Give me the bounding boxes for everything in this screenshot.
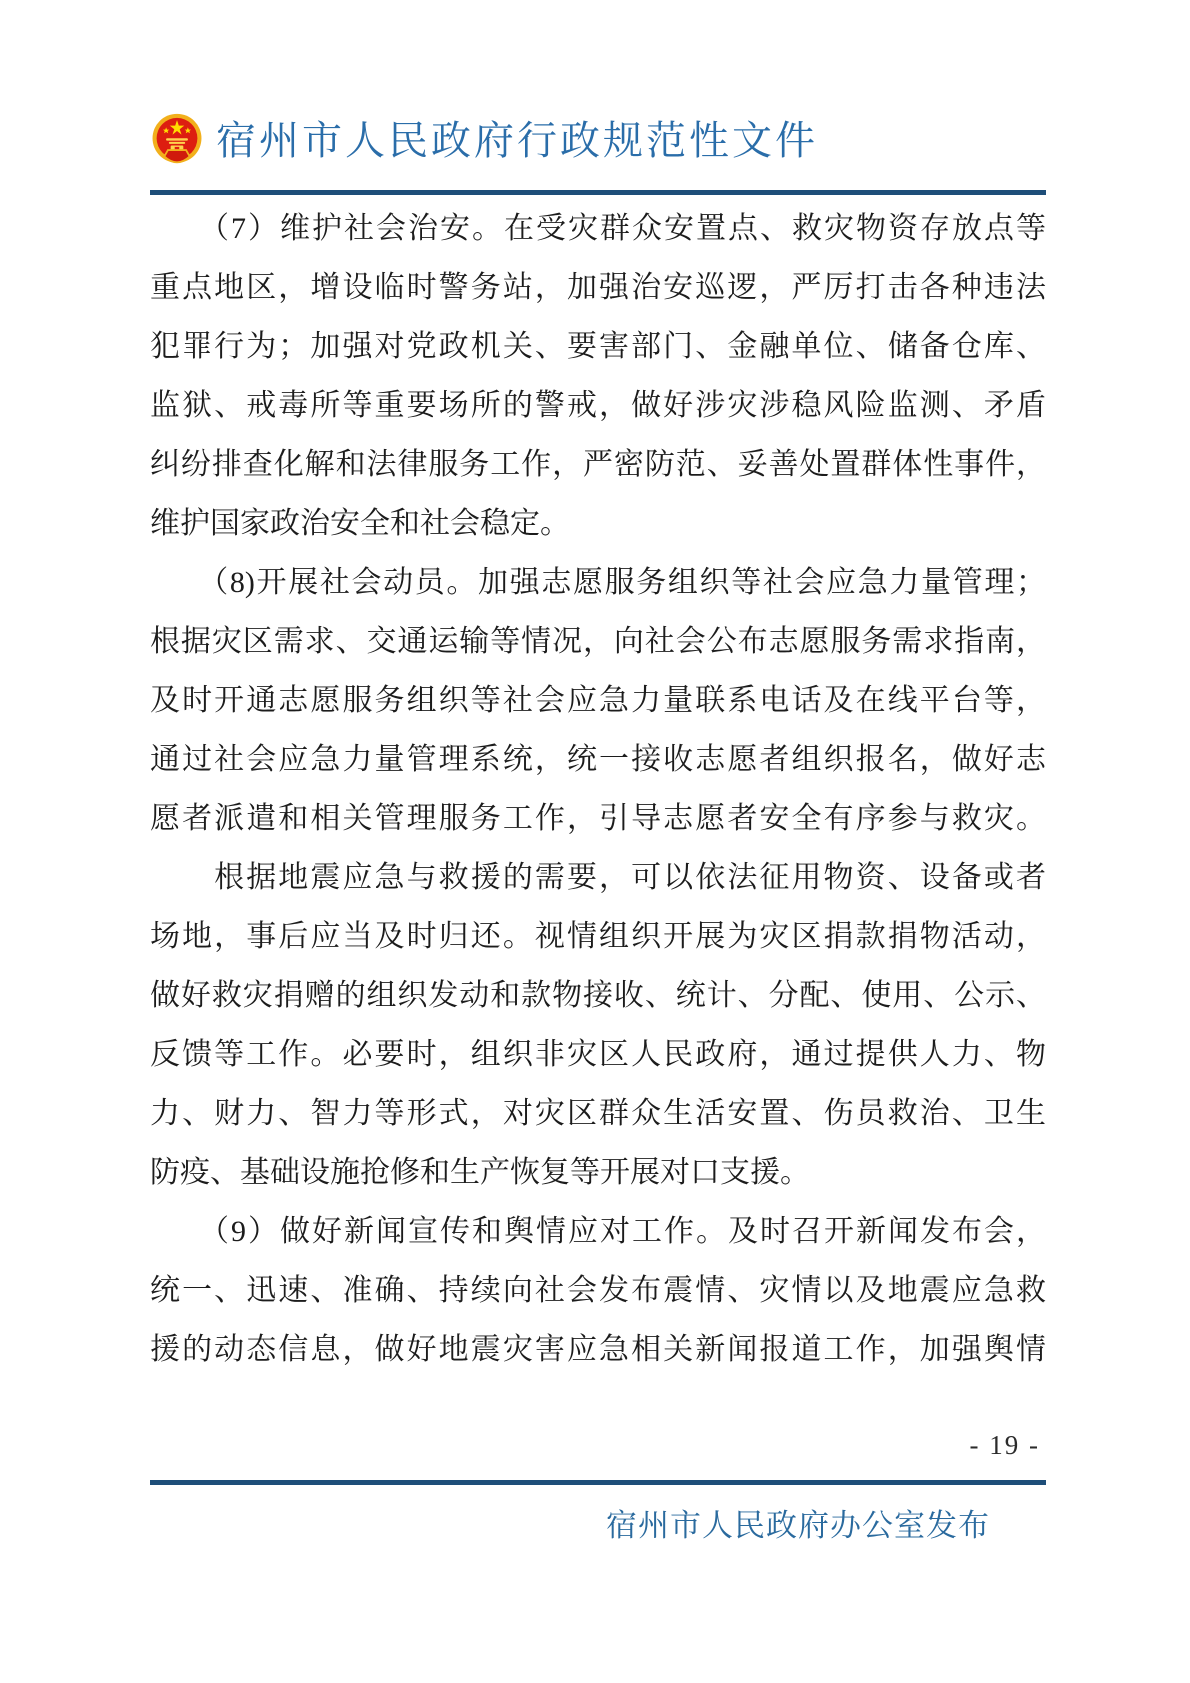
body-line: 监狱、戒毒所等重要场所的警戒，做好涉灾涉稳风险监测、矛盾 — [150, 389, 1046, 422]
china-national-emblem-icon — [148, 111, 206, 171]
body-line: 根据地震应急与救援的需要，可以依法征用物资、设备或者 — [150, 861, 1046, 894]
body-line: 场地，事后应当及时归还。视情组织开展为灾区捐款捐物活动， — [150, 920, 1046, 953]
body-line: 及时开通志愿服务组织等社会应急力量联系电话及在线平台等， — [150, 684, 1046, 717]
body-line: 犯罪行为；加强对党政机关、要害部门、金融单位、储备仓库、 — [150, 330, 1046, 363]
document-header — [148, 110, 818, 172]
body-line: （7）维护社会治安。在受灾群众安置点、救灾物资存放点等 — [150, 212, 1046, 245]
body-line: 反馈等工作。必要时，组织非灾区人民政府，通过提供人力、物 — [150, 1038, 1046, 1071]
body-line: 力、财力、智力等形式，对灾区群众生活安置、伤员救治、卫生 — [150, 1097, 1046, 1130]
page-number: - 19 - — [969, 1430, 1040, 1460]
body-line: 通过社会应急力量管理系统，统一接收志愿者组织报名，做好志 — [150, 743, 1046, 776]
body-line: 愿者派遣和相关管理服务工作，引导志愿者安全有序参与救灾。 — [150, 802, 1046, 835]
footer-rule — [150, 1480, 1046, 1485]
header-rule — [150, 190, 1046, 195]
body-paragraph — [150, 848, 1046, 1202]
body-line: 纠纷排查化解和法律服务工作，严密防范、妥善处置群体性事件， — [150, 448, 1046, 481]
body-line: 统一、迅速、准确、持续向社会发布震情、灾情以及地震应急救 — [150, 1274, 1046, 1307]
body-paragraph — [150, 199, 1046, 553]
publisher-text: 宿州市人民政府办公室发布 — [606, 1508, 990, 1543]
body-line: （9）做好新闻宣传和舆情应对工作。及时召开新闻发布会， — [150, 1215, 1046, 1248]
body-line: 维护国家政治安全和社会稳定。 — [150, 507, 570, 540]
body-paragraph — [150, 1202, 1046, 1379]
page-title: 宿州市人民政府行政规范性文件 — [216, 118, 818, 163]
body-line: 重点地区，增设临时警务站，加强治安巡逻，严厉打击各种违法 — [150, 271, 1046, 304]
body-line: 做好救灾捐赠的组织发动和款物接收、统计、分配、使用、公示、 — [150, 979, 1046, 1012]
body-line: （8)开展社会动员。加强志愿服务组织等社会应急力量管理； — [150, 566, 1046, 599]
body-line: 根据灾区需求、交通运输等情况，向社会公布志愿服务需求指南， — [150, 625, 1046, 658]
body-paragraph — [150, 553, 1046, 848]
document-body — [150, 199, 1046, 1379]
body-line: 防疫、基础设施抢修和生产恢复等开展对口支援。 — [150, 1156, 810, 1189]
body-line: 援的动态信息，做好地震灾害应急相关新闻报道工作，加强舆情 — [150, 1333, 1046, 1366]
